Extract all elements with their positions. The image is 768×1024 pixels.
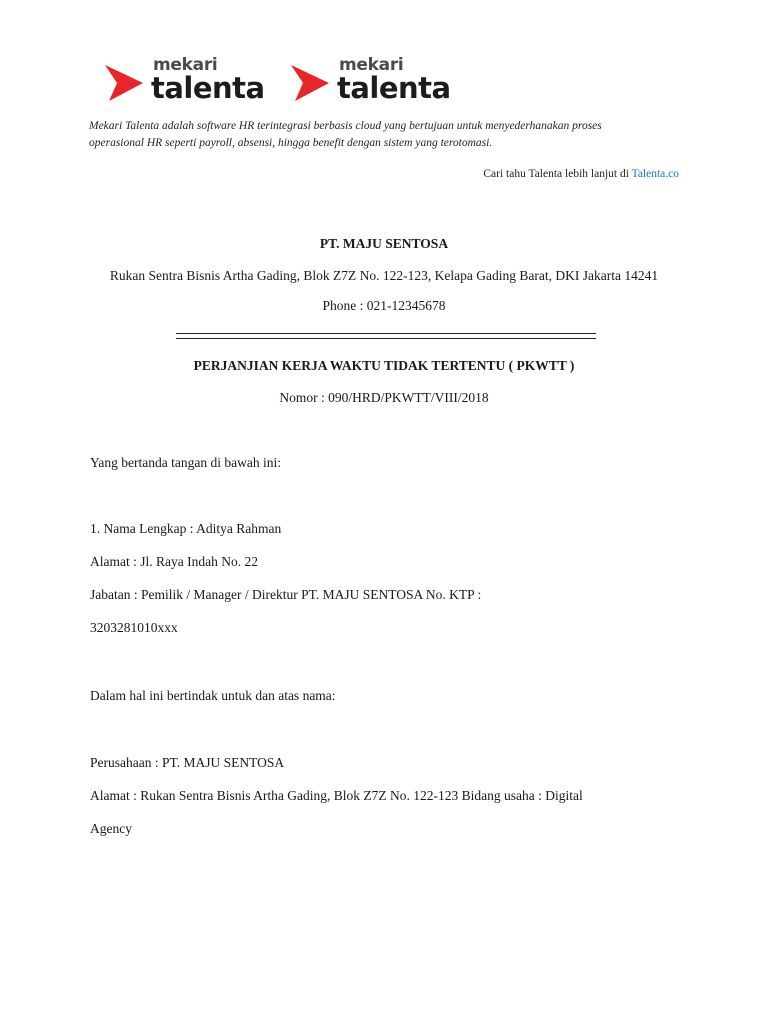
company-phone: Phone : 021-12345678 (322, 298, 446, 313)
more-info-text: Cari tahu Talenta lebih lanjut di (483, 168, 629, 180)
party1-position: Jabatan : Pemilik / Manager / Direktur PT. MAJU SENTOSA No. KTP : (90, 587, 482, 602)
opening-line: Yang bertanda tangan di bawah ini: (90, 455, 281, 470)
company-address-line: Alamat : Rukan Sentra Bisnis Artha Gading, Blok Z7Z No. 122-123 Bidang usaha : Digital (90, 788, 583, 803)
logo-brand-small: mekari (339, 55, 404, 75)
party1-name: 1. Nama Lengkap : Aditya Rahman (90, 521, 282, 536)
logo-brand-small: mekari (153, 55, 218, 75)
company-address: Rukan Sentra Bisnis Artha Gading, Blok Z7Z No. 122-123, Kelapa Gading Barat, DKI Jakarta 14241 (109, 268, 659, 283)
party1-ktp: 3203281010xxx (90, 620, 178, 635)
document-number: Nomor : 090/HRD/PKWTT/VIII/2018 (279, 390, 489, 405)
logo-brand-big: talenta (337, 71, 451, 105)
talenta-logo-icon (289, 61, 331, 105)
company-address-cont: Agency (90, 821, 132, 836)
on-behalf-line: Dalam hal ini bertindak untuk dan atas nama: (90, 688, 336, 703)
company-name: PT. MAJU SENTOSA (319, 236, 449, 251)
mekari-talenta-logo (289, 55, 464, 110)
party1-address: Alamat : Jl. Raya Indah No. 22 (90, 554, 258, 569)
talenta-logo-icon (103, 61, 145, 105)
company-line: Perusahaan : PT. MAJU SENTOSA (90, 755, 285, 770)
letterhead-divider (176, 333, 596, 339)
document-title: PERJANJIAN KERJA WAKTU TIDAK TERTENTU ( PKWTT ) (193, 358, 575, 373)
talenta-link[interactable]: Talenta.co (631, 168, 679, 180)
more-info-line (483, 168, 679, 180)
intro-text: Mekari Talenta adalah software HR terintegrasi berbasis cloud yang bertujuan untuk menyederhanakan proses operasional HR seperti payroll, absensi, hingga benefit dengan sistem yang terotomasi. (89, 120, 602, 149)
mekari-talenta-logo (103, 55, 278, 110)
logo-brand-big: talenta (151, 71, 265, 105)
